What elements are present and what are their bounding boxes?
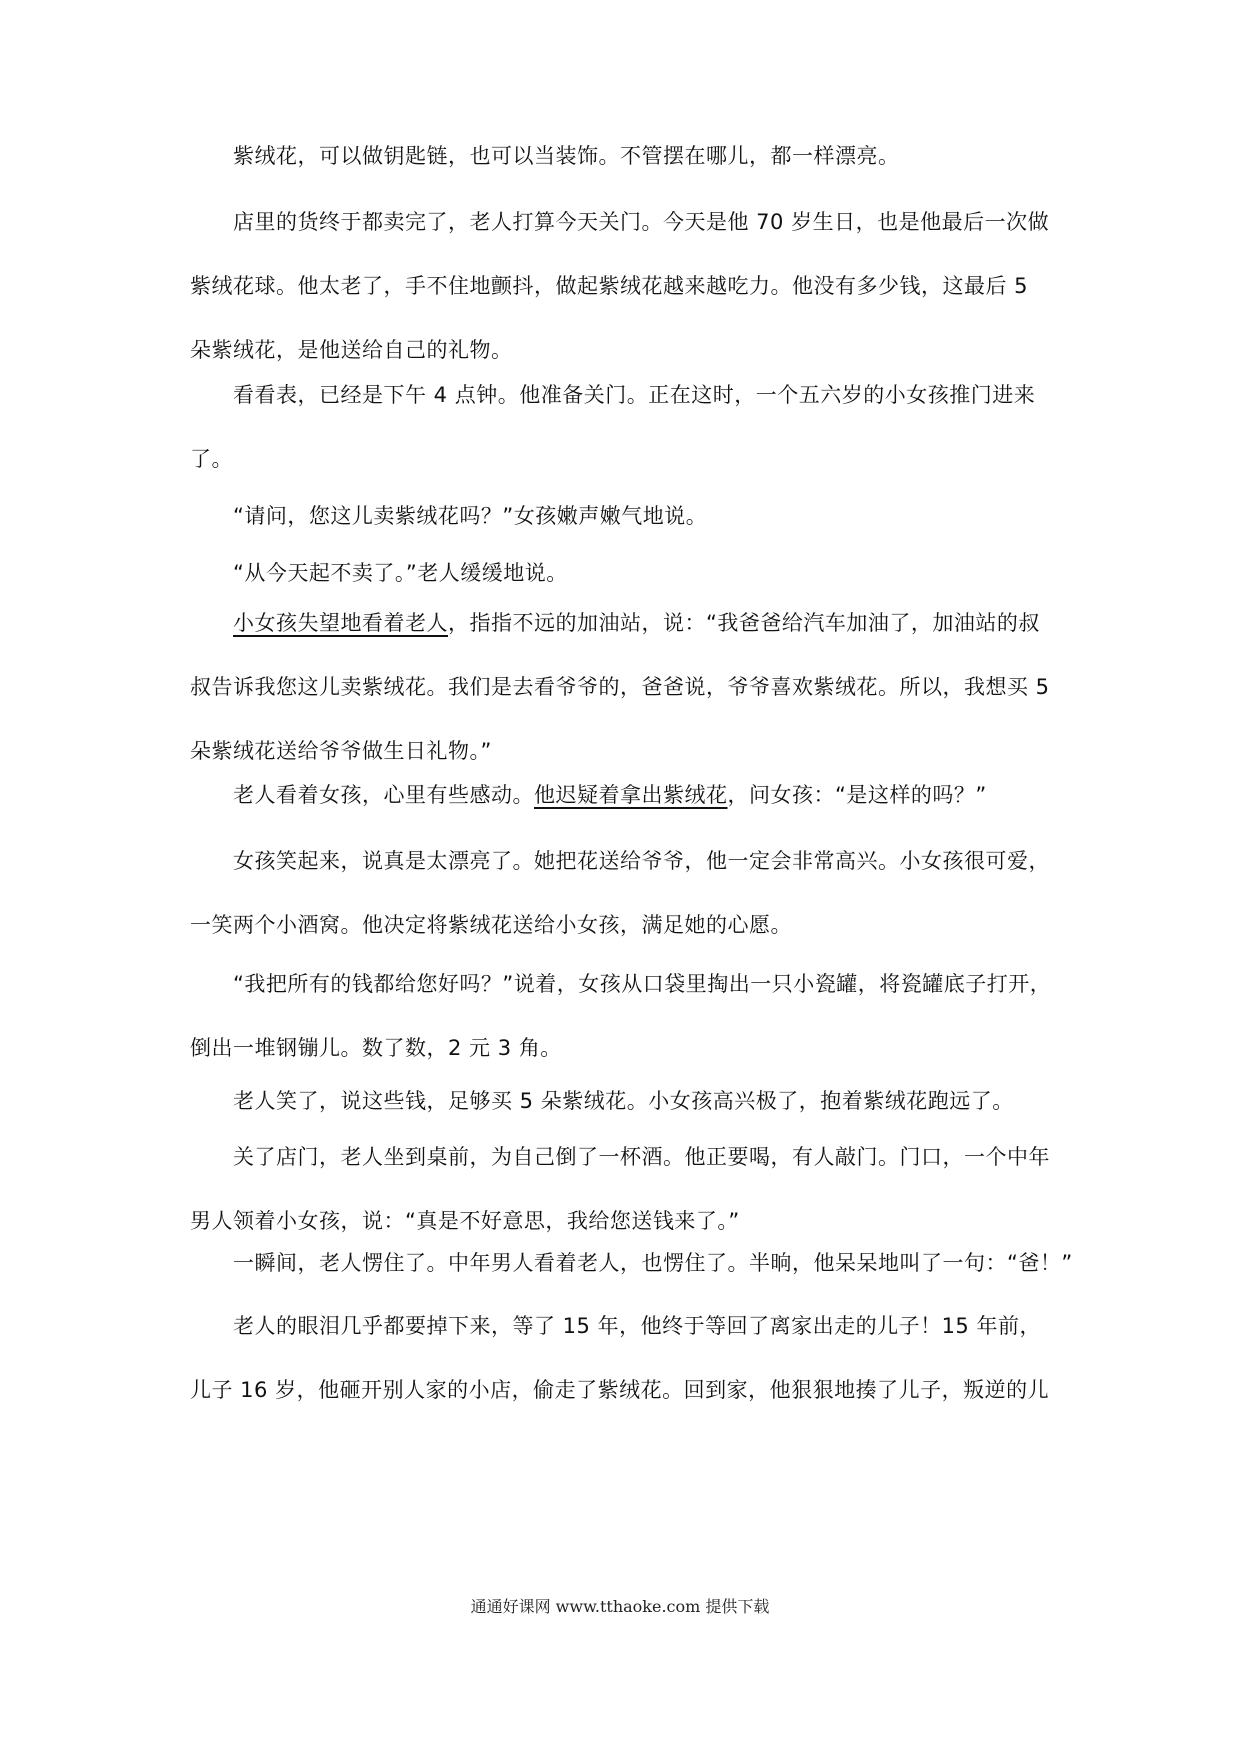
text-segment: 看看表，已经是下午 4 点钟。他准备关门。正在这时，一个五六岁的小女孩推门进来 <box>190 383 1036 407</box>
paragraph <box>190 829 1060 957</box>
paragraph <box>190 190 1060 382</box>
text-line <box>190 893 1060 957</box>
text-segment: “从今天起不卖了。”老人缓缓地说。 <box>190 561 568 585</box>
text-segment: 老人看着女孩，心里有些感动。 <box>190 783 534 807</box>
page-footer: 通通好课网 www.tthaoke.com 提供下载 <box>470 1597 770 1616</box>
paragraph <box>190 763 1060 827</box>
text-segment: 女孩笑起来，说真是太漂亮了。她把花送给爷爷，他一定会非常高兴。小女孩很可爱， <box>190 849 1050 873</box>
text-segment: 儿子 16 岁，他砸开别人家的小店，偷走了紫绒花。回到家，他狠狠地揍了儿子，叛逆的儿 <box>190 1378 1050 1402</box>
text-segment: 店里的货终于都卖完了，老人打算今天关门。今天是他 70 岁生日，也是他最后一次做 <box>190 210 1050 234</box>
text-segment: ，指指不远的加油站，说：“我爸爸给汽车加油了，加油站的叔 <box>448 611 1040 635</box>
text-line <box>190 484 1060 548</box>
paragraph <box>190 952 1060 1080</box>
text-segment: 老人的眼泪几乎都要掉下来，等了 15 年，他终于等回了离家出走的儿子！15 年前， <box>190 1314 1041 1338</box>
paragraph <box>190 484 1060 548</box>
text-segment: 了。 <box>190 447 233 471</box>
paragraph <box>190 124 1060 188</box>
text-segment: 叔告诉我您这儿卖紫绒花。我们是去看爷爷的，爸爸说，爷爷喜欢紫绒花。所以，我想买 5 <box>190 675 1050 699</box>
text-line <box>190 1069 1060 1133</box>
text-segment <box>190 611 233 635</box>
text-line <box>190 952 1060 1016</box>
paragraph <box>190 1069 1060 1133</box>
paragraph <box>190 1294 1060 1422</box>
text-line <box>190 1294 1060 1358</box>
text-line <box>190 1358 1060 1422</box>
underlined-phrase: 小女孩失望地看着老人 <box>233 611 448 635</box>
text-line <box>190 363 1060 427</box>
text-segment: ，问女孩：“是这样的吗？” <box>727 783 987 807</box>
text-line <box>190 829 1060 893</box>
text-segment: 老人笑了，说这些钱，足够买 5 朵紫绒花。小女孩高兴极了，抱着紫绒花跑远了。 <box>190 1089 1014 1113</box>
paragraph <box>190 363 1060 491</box>
text-segment: 朵紫绒花送给爷爷做生日礼物。” <box>190 739 492 763</box>
text-segment: 紫绒花球。他太老了，手不住地颤抖，做起紫绒花越来越吃力。他没有多少钱，这最后 5 <box>190 274 1029 298</box>
text-line <box>190 1231 1073 1295</box>
text-segment: 一瞬间，老人愣住了。中年男人看着老人，也愣住了。半晌，他呆呆地叫了一句：“爸！” <box>190 1251 1073 1275</box>
text-line <box>190 763 1060 827</box>
text-segment: 关了店门，老人坐到桌前，为自己倒了一杯酒。他正要喝，有人敲门。门口，一个中年 <box>190 1145 1050 1169</box>
text-line <box>190 124 1060 188</box>
text-line <box>190 591 1060 655</box>
text-segment: 男人领着小女孩，说：“真是不好意思，我给您送钱来了。” <box>190 1209 740 1233</box>
text-line <box>190 1125 1060 1189</box>
text-line <box>190 427 1060 491</box>
text-segment: 倒出一堆钢镚儿。数了数，2 元 3 角。 <box>190 1036 562 1060</box>
text-segment: “我把所有的钱都给您好吗？”说着，女孩从口袋里掏出一只小瓷罐，将瓷罐底子打开， <box>190 972 1052 996</box>
paragraph <box>190 1231 1073 1295</box>
text-segment: 紫绒花，可以做钥匙链，也可以当装饰。不管摆在哪儿，都一样漂亮。 <box>190 144 900 168</box>
text-line <box>190 254 1060 318</box>
text-line <box>190 190 1060 254</box>
underlined-phrase: 他迟疑着拿出紫绒花 <box>534 783 728 807</box>
text-line <box>190 655 1060 719</box>
text-segment: 朵紫绒花，是他送给自己的礼物。 <box>190 338 513 362</box>
text-segment: “请问，您这儿卖紫绒花吗？”女孩嫩声嫩气地说。 <box>190 504 708 528</box>
text-segment: 一笑两个小酒窝。他决定将紫绒花送给小女孩，满足她的心愿。 <box>190 913 792 937</box>
paragraph <box>190 591 1060 783</box>
